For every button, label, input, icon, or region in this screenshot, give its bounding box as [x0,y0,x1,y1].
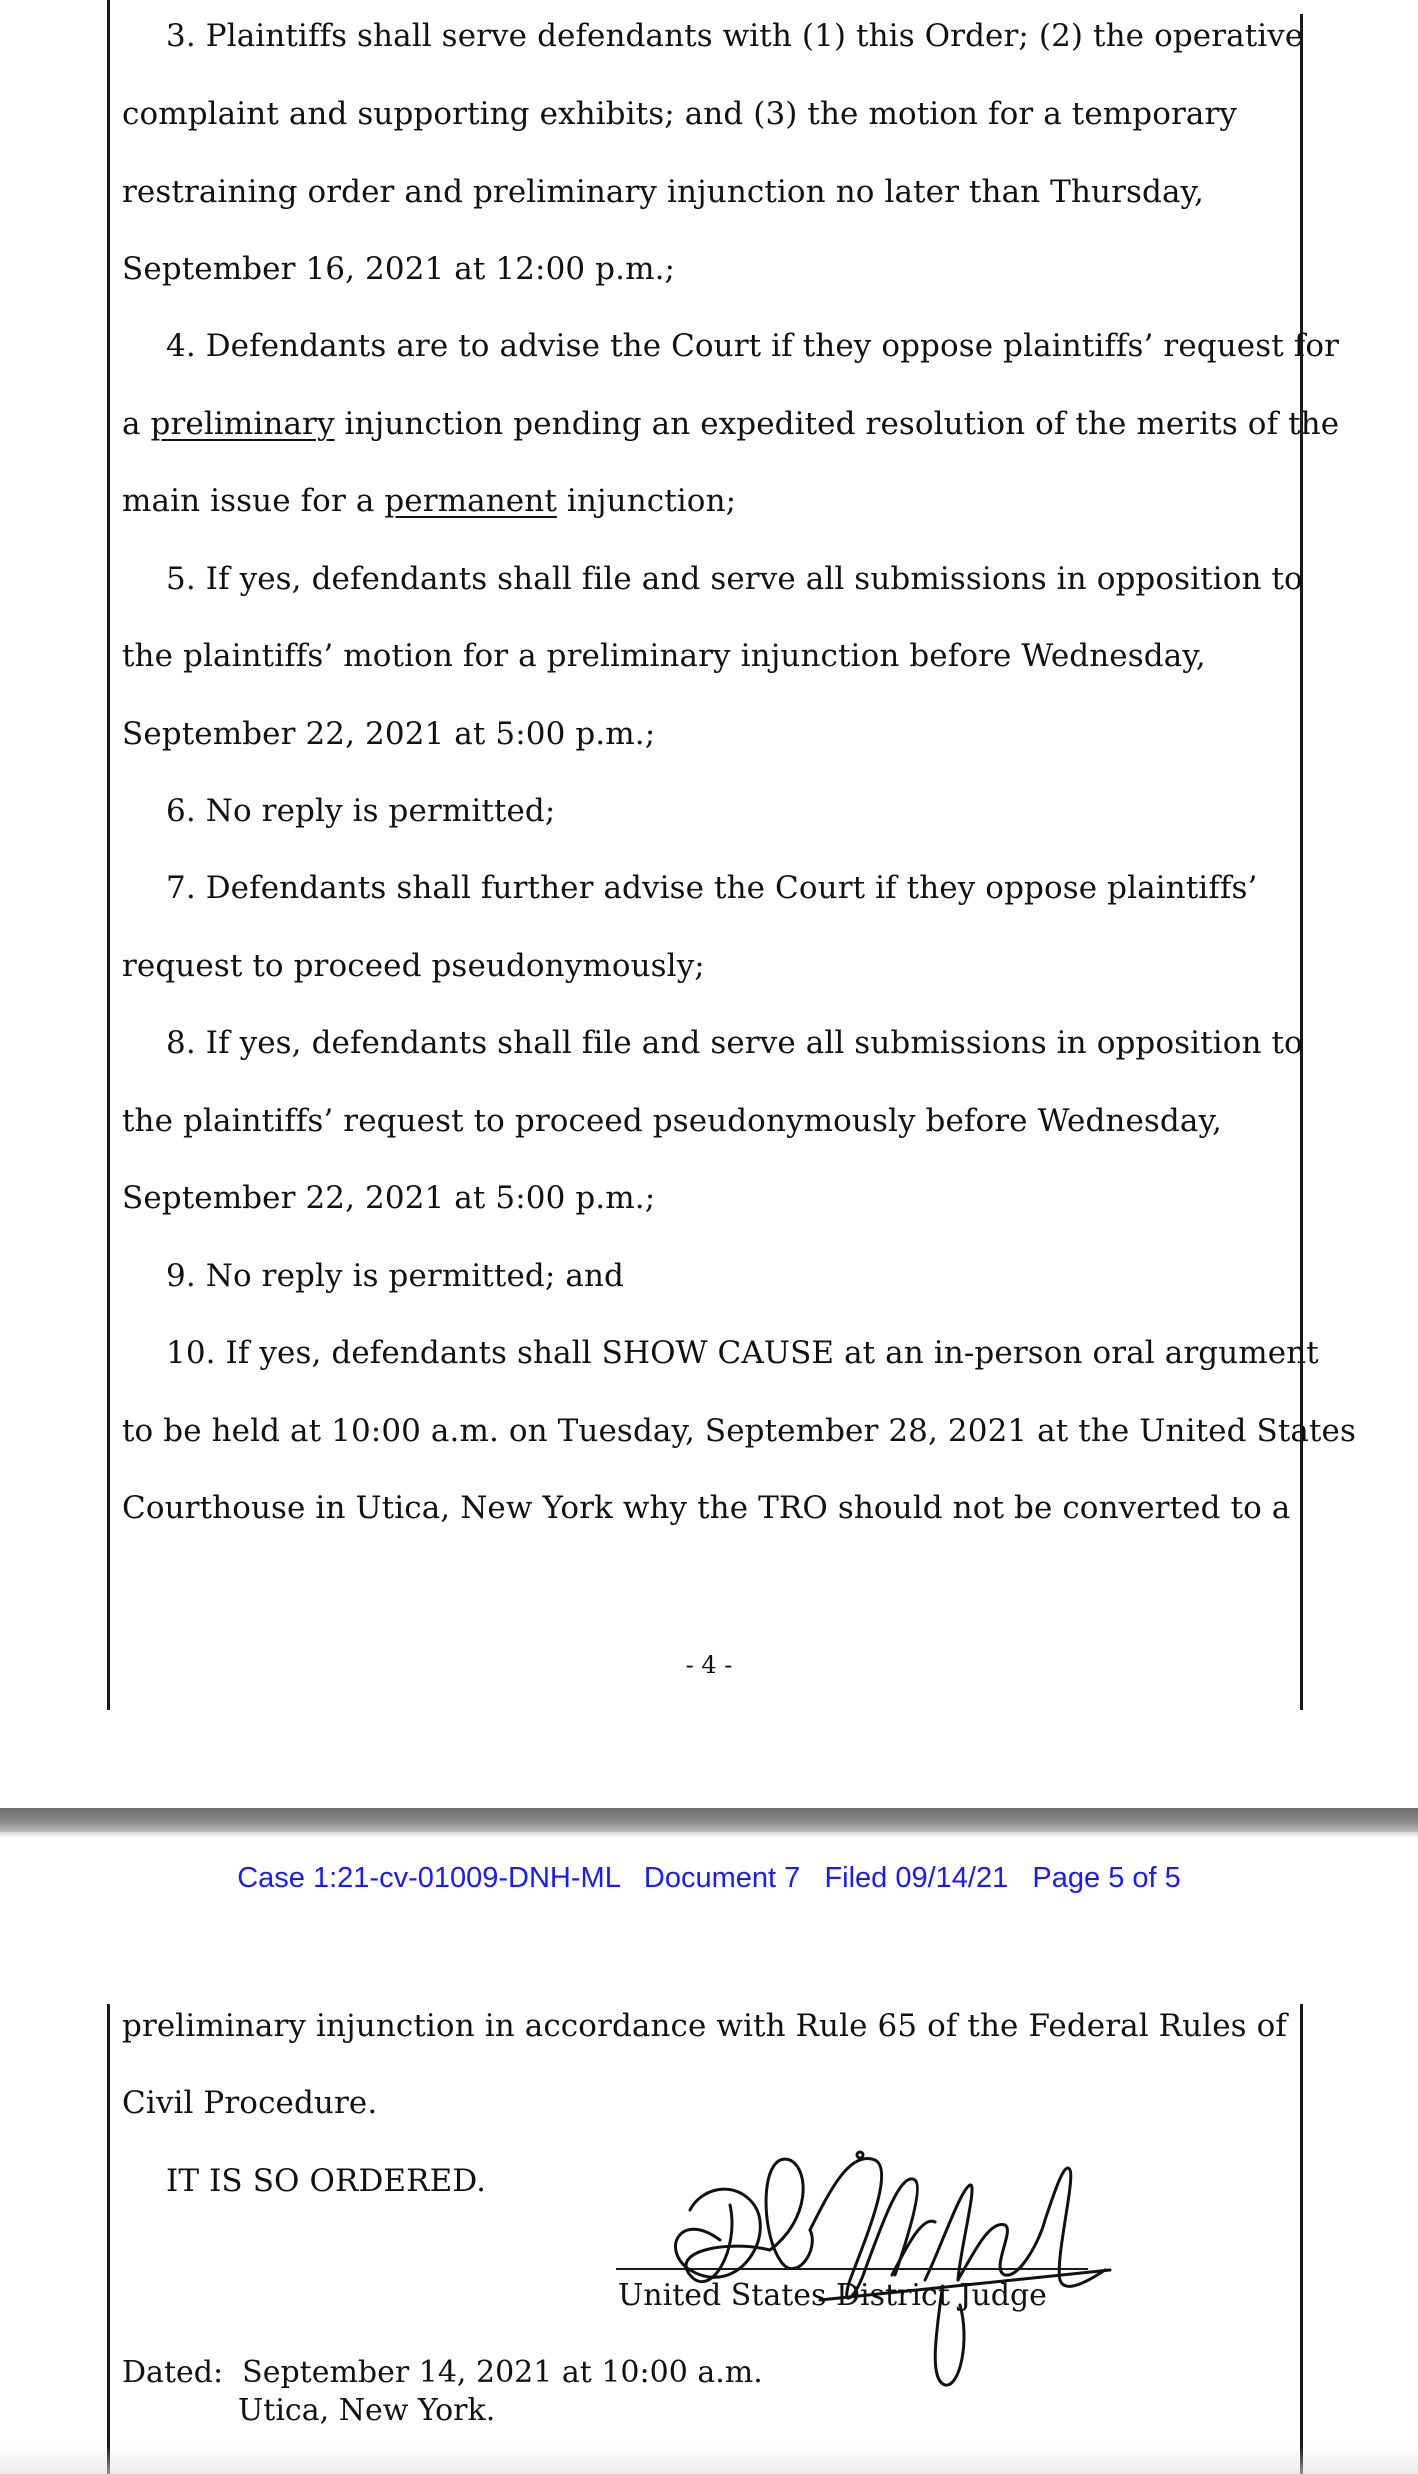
paragraph-5-line-1: 5. If yes, defendants shall file and serve all submissions in opposition to [166,561,1303,597]
page-bottom-shadow [0,2446,1418,2474]
page-number: - 4 - [685,1651,733,1679]
so-ordered: IT IS SO ORDERED. [166,2163,487,2199]
paragraph-7-line-2: request to proceed pseudonymously; [122,948,705,984]
underlined-word-permanent: permanent [384,483,557,519]
paragraph-10-line-3: Courthouse in Utica, New York why the TRO should not be converted to a [122,1490,1291,1526]
text-run: main issue for a [122,483,385,519]
paragraph-10-line-2: to be held at 10:00 a.m. on Tuesday, September 28, 2021 at the United States [122,1413,1356,1449]
page5-right-margin-rule [1300,2004,1303,2474]
judge-signature [660,2130,1120,2390]
paragraph-8-line-1: 8. If yes, defendants shall file and serve all submissions in opposition to [166,1025,1303,1061]
page4-left-margin-rule [107,0,110,1710]
dated-place: Utica, New York. [238,2393,496,2428]
page5-paragraph-line-2: Civil Procedure. [122,2085,378,2121]
paragraph-4-line-1: 4. Defendants are to advise the Court if they oppose plaintiffs’ request for [166,328,1340,364]
text-run: injunction pending an expedited resolution of the merits of the [334,406,1340,442]
page5-paragraph-line-1: preliminary injunction in accordance with Rule 65 of the Federal Rules of [122,2008,1287,2044]
underlined-word-preliminary: preliminary [150,406,335,442]
dated-line [122,2353,763,2393]
paragraph-4-line-2 [122,404,1339,444]
paragraph-10-line-1: 10. If yes, defendants shall SHOW CAUSE at an in-person oral argument [166,1335,1319,1371]
paragraph-7-line-1: 7. Defendants shall further advise the Court if they oppose plaintiffs’ [166,870,1258,906]
paragraph-3-line-2: complaint and supporting exhibits; and (3) the motion for a temporary [122,96,1238,132]
page-separator [0,1808,1418,1832]
page4-right-margin-rule [1300,14,1303,1710]
paragraph-6: 6. No reply is permitted; [166,793,556,829]
dated-value: September 14, 2021 at 10:00 a.m. [242,2355,763,2390]
dated-label: Dated: [122,2355,224,2390]
text-run: a [122,406,151,442]
paragraph-5-line-3: September 22, 2021 at 5:00 p.m.; [122,716,656,752]
page5-left-margin-rule [107,2004,110,2474]
page-separator-shadow [0,1832,1418,1838]
paragraph-9: 9. No reply is permitted; and [166,1258,624,1294]
text-run: injunction; [556,483,737,519]
paragraph-4-line-3 [122,481,736,521]
paragraph-8-line-3: September 22, 2021 at 5:00 p.m.; [122,1180,656,1216]
paragraph-3-line-4: September 16, 2021 at 12:00 p.m.; [122,251,676,287]
paragraph-8-line-2: the plaintiffs’ request to proceed pseudonymously before Wednesday, [122,1103,1222,1139]
paragraph-3-line-1: 3. Plaintiffs shall serve defendants with (1) this Order; (2) the operative [166,18,1304,54]
case-header: Case 1:21-cv-01009-DNH-ML Document 7 Filed 09/14/21 Page 5 of 5 [237,1862,1181,1894]
paragraph-3-line-3: restraining order and preliminary injunction no later than Thursday, [122,174,1204,210]
signature-title: United States District Judge [618,2278,1047,2313]
paragraph-5-line-2: the plaintiffs’ motion for a preliminary injunction before Wednesday, [122,638,1206,674]
